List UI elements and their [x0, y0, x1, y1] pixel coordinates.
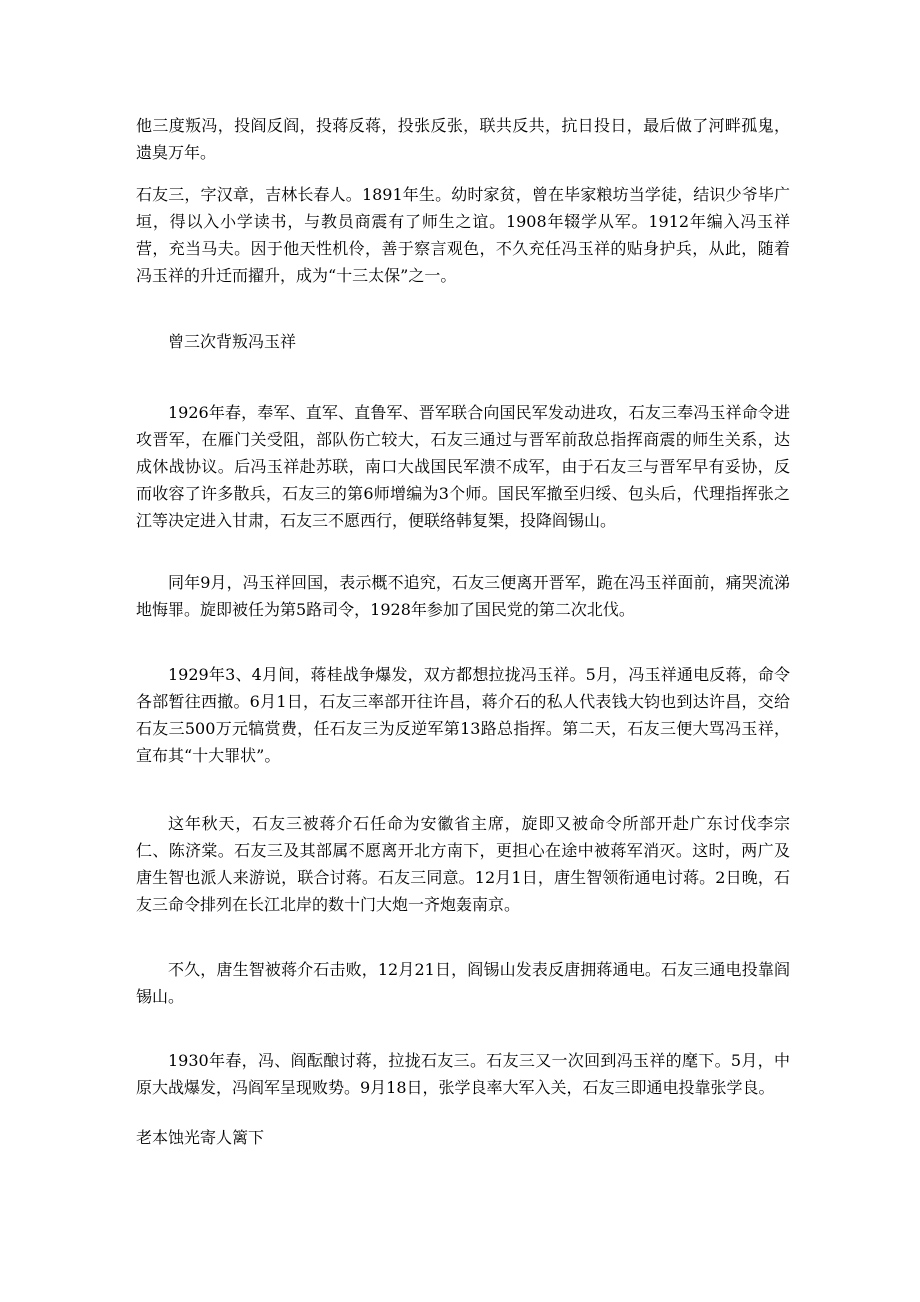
paragraph-subheading: 老本蚀光寄人篱下: [136, 1128, 265, 1147]
paragraph-tang: 不久，唐生智被蒋介石击败，12月21日，阎锡山发表反唐拥蒋通电。石友三通电投靠阎锡山。: [136, 960, 790, 1006]
paragraph-1930: 1930年春，冯、阎酝酿讨蒋，拉拢石友三。石友三又一次回到冯玉祥的麾下。5月，中原大战爆发，冯阎军呈现败势。9月18日，张学良率大军入关，石友三即通电投靠张学良。: [136, 1051, 790, 1097]
paragraph-1926: 1926年春，奉军、直军、直鲁军、晋军联合向国民军发动进攻，石友三奉冯玉祥命令进攻晋军，在雁门关受阻，部队伤亡较大，石友三通过与晋军前敌总指挥商震的师生关系，达成休战协议。后冯玉祥赴苏联，南口大战国民军溃不成军，由于石友三与晋军早有妥协，反而收容了许多散兵，石友三的第6师增编为3个师。国民军撤至归绥、包头后，代理指挥张之江等决定进入甘肃，石友三不愿西行，便联络韩复榘，投降阎锡山。: [136, 403, 790, 530]
paragraph-intro: 他三度叛冯，投阎反阎，投蒋反蒋，投张反张，联共反共，抗日投日，最后做了河畔孤鬼，遗臭万年。: [136, 116, 790, 162]
section-heading: 曾三次背叛冯玉祥: [168, 332, 297, 351]
paragraph-biography: 石友三，字汉章，吉林长春人。1891年生。幼时家贫，曾在毕家粮坊当学徒，结识少爷毕广垣，得以入小学读书，与教员商震有了师生之谊。1908年辍学从军。1912年编入冯玉祥营，充当马夫。因于他天性机伶，善于察言观色，不久充任冯玉祥的贴身护兵，从此，随着冯玉祥的升迁而擢升，成为“十三太保”之一。: [136, 185, 790, 285]
paragraph-return: 同年9月，冯玉祥回国，表示概不追究，石友三便离开晋军，跪在冯玉祥面前，痛哭流涕地悔罪。旋即被任为第5路司令，1928年参加了国民党的第二次北伐。: [136, 573, 790, 619]
paragraph-autumn: 这年秋天，石友三被蒋介石任命为安徽省主席，旋即又被命令所部开赴广东讨伐李宗仁、陈济棠。石友三及其部属不愿离开北方南下，更担心在途中被蒋军消灭。这时，两广及唐生智也派人来游说，联合讨蒋。石友三同意。12月1日，唐生智领衔通电讨蒋。2日晚，石友三命令排列在长江北岸的数十门大炮一齐炮轰南京。: [136, 814, 790, 914]
paragraph-1929: 1929年3、4月间，蒋桂战争爆发，双方都想拉拢冯玉祥。5月，冯玉祥通电反蒋，命令各部暂往西撤。6月1日，石友三率部开往许昌，蒋介石的私人代表钱大钧也到达许昌，交给石友三500万元犒赏费，任石友三为反逆军第13路总指挥。第二天，石友三便大骂冯玉祥，宣布其“十大罪状”。: [136, 665, 790, 765]
